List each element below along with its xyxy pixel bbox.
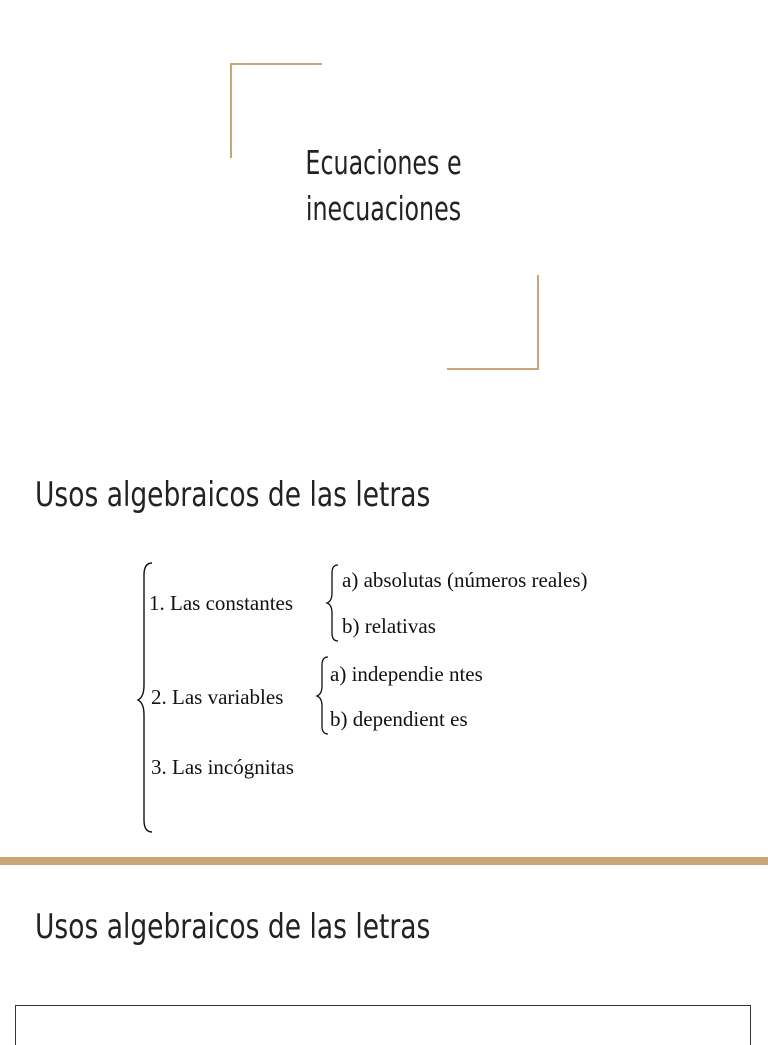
title-line-2: inecuaciones bbox=[305, 189, 462, 228]
item-constants-a: a) absolutas (números reales) bbox=[342, 568, 588, 592]
content-frame bbox=[15, 1005, 751, 1045]
slide-divider bbox=[0, 857, 768, 865]
corner-bracket-bottom-right bbox=[447, 275, 539, 370]
slide-heading: Usos algebraicos de las letras bbox=[35, 475, 431, 515]
title-slide bbox=[0, 0, 768, 430]
content-slide-uses bbox=[0, 430, 768, 857]
classification-diagram bbox=[140, 555, 700, 835]
item-constants: 1. Las constantes bbox=[149, 591, 294, 615]
item-unknowns: 3. Las incógnitas bbox=[151, 755, 294, 779]
brace-variables bbox=[317, 657, 328, 734]
content-slide-uses-2 bbox=[0, 865, 768, 1024]
slide-heading: Usos algebraicos de las letras bbox=[35, 907, 431, 947]
brace-constants bbox=[327, 565, 338, 641]
presentation-title bbox=[273, 140, 494, 232]
item-variables: 2. Las variables bbox=[151, 685, 284, 709]
item-variables-a: a) independie ntes bbox=[330, 662, 483, 686]
title-line-1: Ecuaciones e bbox=[305, 143, 462, 182]
item-constants-b: b) relativas bbox=[342, 614, 436, 638]
item-variables-b: b) dependient es bbox=[330, 707, 468, 731]
